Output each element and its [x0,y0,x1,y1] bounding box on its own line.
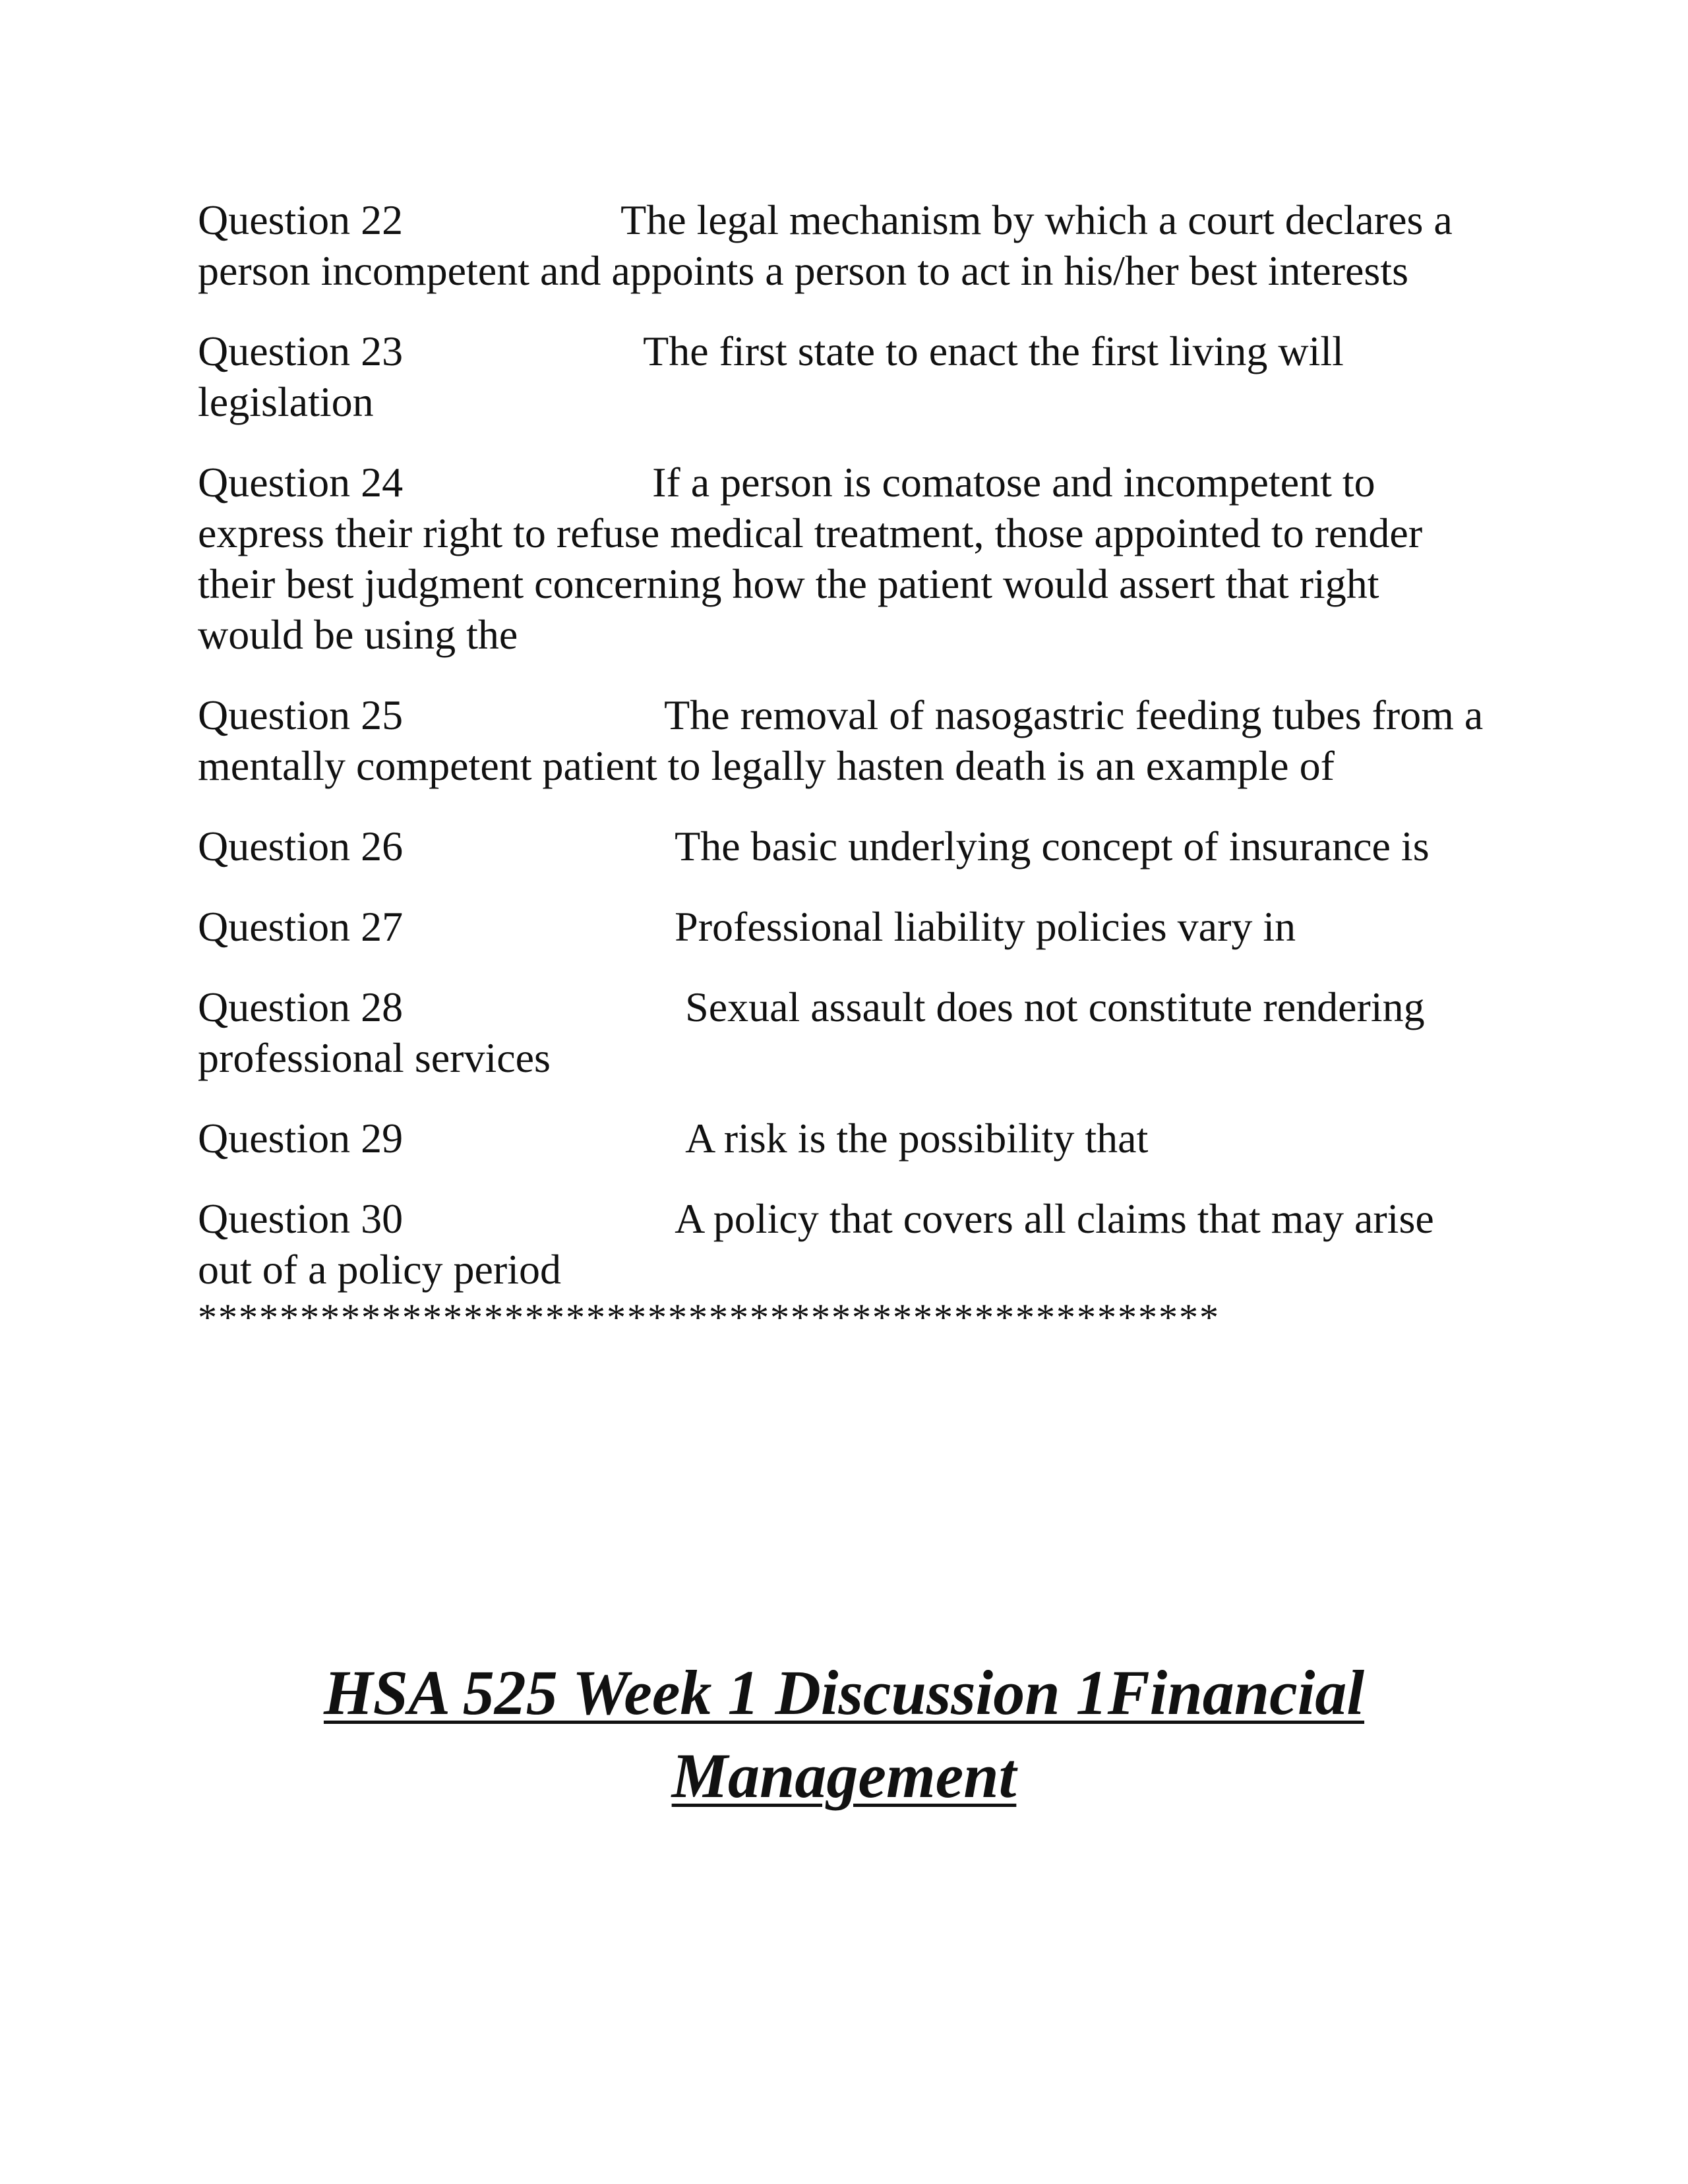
question-label: Question 29 [198,1115,404,1162]
heading-line-1: HSA 525 Week 1 Discussion 1Financial [323,1657,1365,1728]
question-label: Question 23 [198,328,404,374]
question-label: Question 30 [198,1195,404,1242]
question-label: Question 25 [198,692,404,738]
separator-line: ************************************************** [198,1296,1220,1339]
question-23 [198,326,1490,427]
question-26 [198,821,1490,871]
question-label: Question 28 [198,984,404,1030]
question-24 [198,457,1490,660]
question-label: Question 22 [198,196,404,243]
question-text: Professional liability policies vary in [675,903,1296,950]
question-text: A policy that covers all claims that may arise out of a policy period [198,1195,1434,1293]
question-text: The first state to enact the first living will legislation [198,328,1344,425]
heading-line-2: Management [671,1740,1017,1811]
question-text: Sexual assault does not constitute rendering professional services [198,984,1425,1081]
questions-section [198,194,1490,1338]
question-text: The legal mechanism by which a court declares a person incompetent and appoints a person to act in his/her best interests [198,196,1453,294]
question-29 [198,1113,1490,1164]
question-label: Question 27 [198,903,404,950]
question-label: Question 24 [198,459,404,506]
question-text: A risk is the possibility that [685,1115,1149,1162]
question-30 [198,1193,1490,1295]
section-heading [0,1651,1688,1817]
question-label: Question 26 [198,823,404,870]
question-text: The basic underlying concept of insurance is [675,823,1430,870]
question-27 [198,901,1490,952]
question-22 [198,194,1490,296]
question-28 [198,982,1490,1083]
question-text: The removal of nasogastric feeding tubes from a mentally competent patient to legally hasten death is an example of [198,692,1484,789]
question-25 [198,690,1490,791]
question-text: If a person is comatose and incompetent to express their right to refuse medical treatment, those appointed to render their best judgment concerning how the patient would assert that right would be using the [198,459,1423,658]
